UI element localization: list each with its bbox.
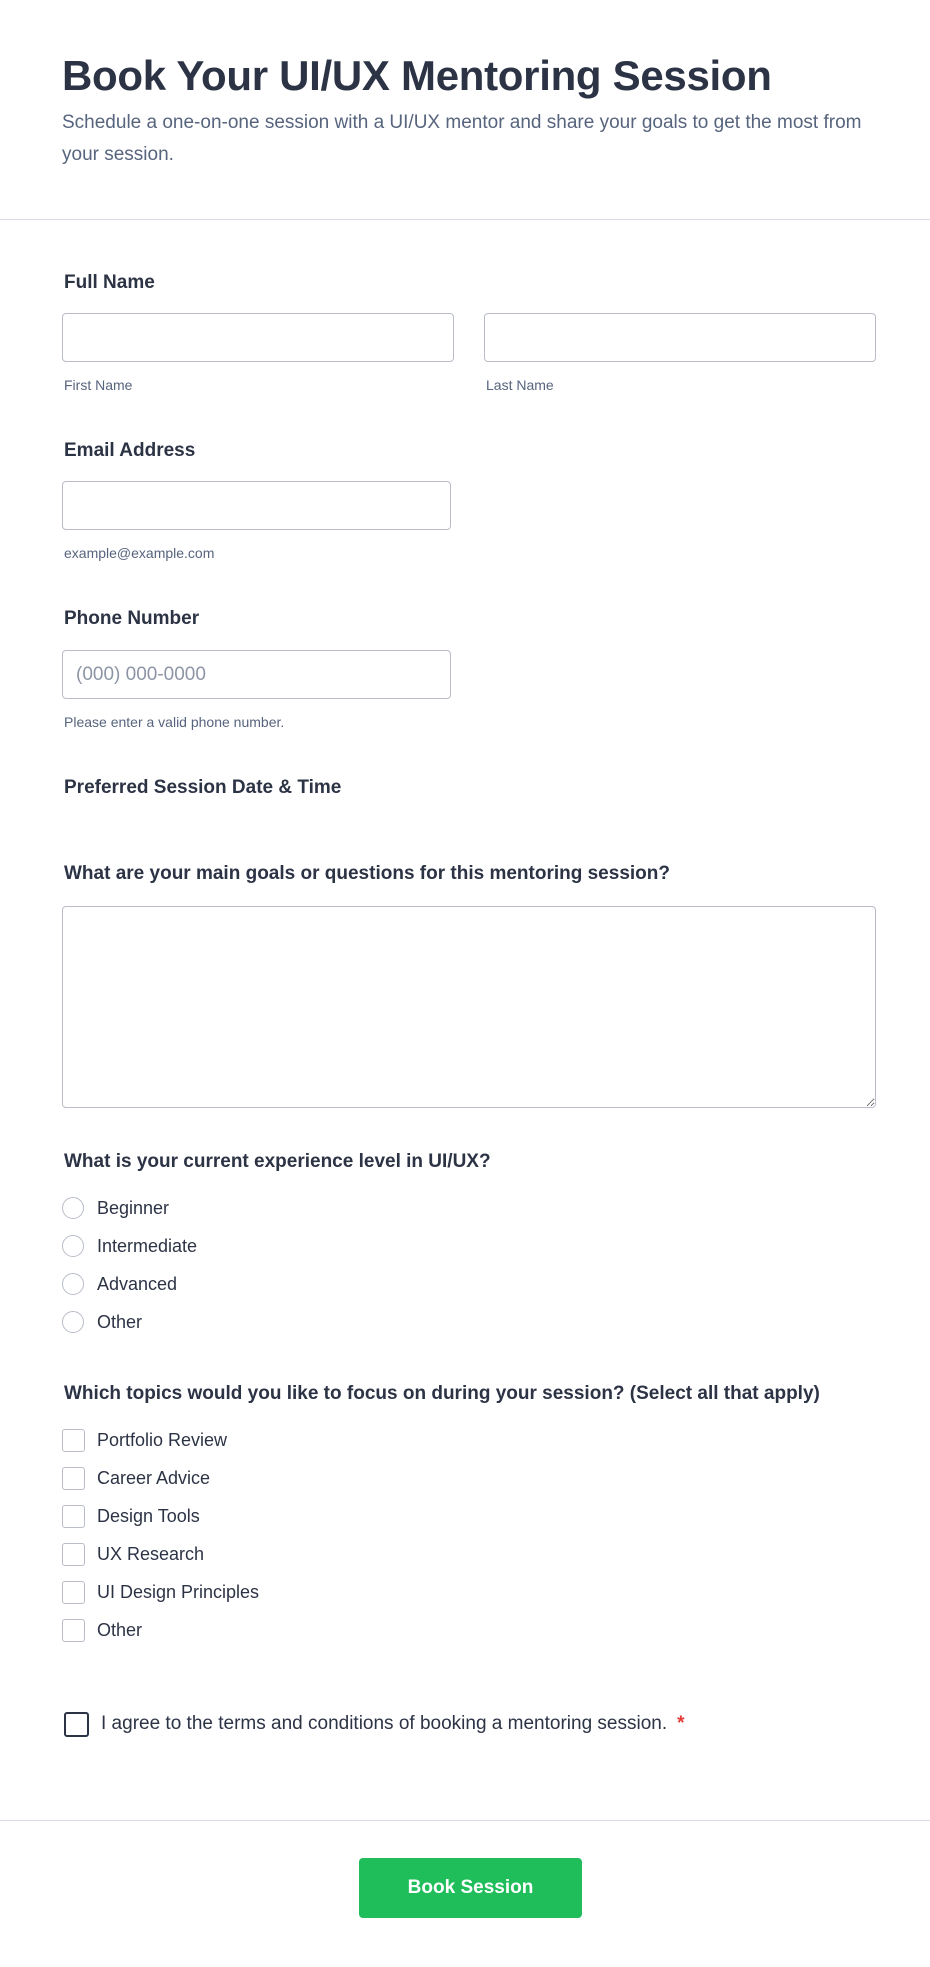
- goals-label: What are your main goals or questions for this mentoring session?: [64, 863, 670, 884]
- required-marker: *: [677, 1713, 685, 1734]
- topic-option-portfolio-review[interactable]: [62, 1425, 227, 1455]
- option-label: Beginner: [97, 1197, 170, 1218]
- footer-divider: [0, 1820, 930, 1821]
- checkbox[interactable]: [62, 1467, 85, 1490]
- experience-option-intermediate[interactable]: [62, 1231, 197, 1261]
- option-label: Portfolio Review: [97, 1429, 228, 1450]
- experience-option-other[interactable]: [62, 1307, 142, 1337]
- experience-label: What is your current experience level in UI/UX?: [64, 1151, 491, 1172]
- option-label: Design Tools: [97, 1505, 200, 1526]
- session-datetime-label: Preferred Session Date & Time: [64, 777, 342, 798]
- radio-button[interactable]: [62, 1311, 84, 1333]
- email-sublabel: example@example.com: [64, 545, 215, 561]
- page-subtitle: Schedule a one-on-one session with a UI/UX mentor and share your goals to get the most from your session.: [62, 112, 862, 165]
- terms-agreement[interactable]: [64, 1708, 685, 1740]
- option-label: UI Design Principles: [97, 1581, 260, 1602]
- page-title: Book Your UI/UX Mentoring Session: [62, 52, 772, 99]
- radio-button[interactable]: [62, 1273, 84, 1295]
- book-session-button[interactable]: Book Session: [359, 1858, 582, 1918]
- form-header: [0, 0, 930, 220]
- last-name-sublabel: Last Name: [486, 377, 554, 393]
- last-name-input[interactable]: [484, 313, 876, 362]
- checkbox[interactable]: [62, 1581, 85, 1604]
- topic-option-ui-design-principles[interactable]: [62, 1577, 259, 1607]
- checkbox[interactable]: [62, 1429, 85, 1452]
- goals-textarea[interactable]: [62, 906, 876, 1108]
- first-name-sublabel: First Name: [64, 377, 133, 393]
- phone-input[interactable]: [62, 650, 451, 699]
- checkbox[interactable]: [62, 1505, 85, 1528]
- phone-label: Phone Number: [64, 608, 200, 629]
- option-label: Advanced: [97, 1273, 178, 1294]
- terms-checkbox[interactable]: [64, 1712, 89, 1737]
- topics-label: Which topics would you like to focus on during your session? (Select all that apply): [64, 1383, 820, 1404]
- terms-label: I agree to the terms and conditions of booking a mentoring session.: [101, 1713, 668, 1734]
- option-label: Career Advice: [97, 1467, 211, 1488]
- full-name-label: Full Name: [64, 272, 155, 293]
- phone-sublabel: Please enter a valid phone number.: [64, 714, 285, 730]
- email-label: Email Address: [64, 440, 196, 461]
- radio-button[interactable]: [62, 1235, 84, 1257]
- option-label: Intermediate: [97, 1235, 198, 1256]
- email-input[interactable]: [62, 481, 451, 530]
- option-label: Other: [97, 1311, 143, 1332]
- experience-option-beginner[interactable]: [62, 1193, 169, 1223]
- option-label: Other: [97, 1619, 143, 1640]
- experience-option-advanced[interactable]: [62, 1269, 177, 1299]
- checkbox[interactable]: [62, 1543, 85, 1566]
- option-label: UX Research: [97, 1543, 205, 1564]
- radio-button[interactable]: [62, 1197, 84, 1219]
- first-name-input[interactable]: [62, 313, 454, 362]
- topic-option-design-tools[interactable]: [62, 1501, 200, 1531]
- topic-option-ux-research[interactable]: [62, 1539, 204, 1569]
- topic-option-career-advice[interactable]: [62, 1463, 210, 1493]
- topic-option-other[interactable]: [62, 1615, 142, 1645]
- checkbox[interactable]: [62, 1619, 85, 1642]
